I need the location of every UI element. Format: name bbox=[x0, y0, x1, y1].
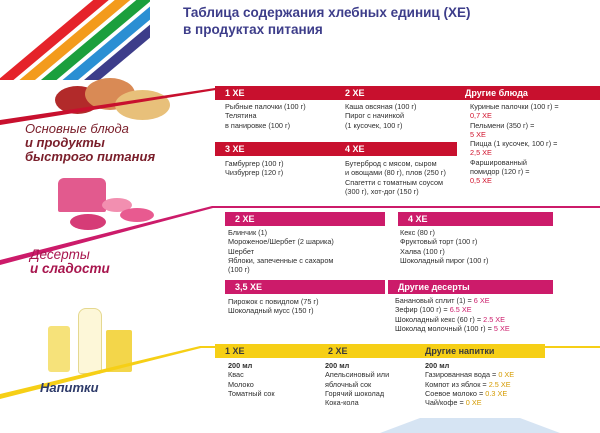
desserts-label-line1: Десерты bbox=[30, 247, 90, 262]
list-item: Кока-кола bbox=[325, 398, 359, 408]
desserts-tag-3-5xe: 3,5 ХЕ bbox=[225, 280, 385, 294]
desserts-list-2xe bbox=[228, 228, 334, 274]
list-item: Горячий шоколад bbox=[325, 388, 385, 398]
main-section-label bbox=[25, 122, 155, 164]
main-list-4xe bbox=[345, 159, 446, 196]
list-item: Пицца (1 кусочек, 100 г) = bbox=[470, 139, 558, 149]
drinks-tag-other: Другие напитки bbox=[415, 344, 545, 358]
desserts-tag-other: Другие десерты bbox=[388, 280, 553, 294]
list-item: Компот из яблок = 2.5 ХЕ bbox=[425, 379, 511, 389]
list-item: (300 г), хот-дог (150 г) bbox=[345, 186, 419, 196]
page-title bbox=[183, 4, 470, 38]
drinks-tag-2xe: 2 ХЕ bbox=[318, 344, 416, 358]
desserts-tag-4xe: 4 ХЕ bbox=[398, 212, 553, 226]
drinks-label: Напитки bbox=[40, 380, 99, 395]
list-item: Газированная вода = 0 ХЕ bbox=[425, 370, 515, 380]
title-line-2: в продуктах питания bbox=[183, 22, 323, 37]
desserts-tag-2xe: 2 ХЕ bbox=[225, 212, 385, 226]
decorative-stripes bbox=[0, 0, 150, 80]
list-item: 200 мл bbox=[228, 361, 253, 370]
main-tag-other: Другие блюда bbox=[455, 86, 600, 100]
list-item: 5 ХЕ bbox=[470, 129, 486, 139]
main-tag-4xe: 4 ХЕ bbox=[335, 142, 457, 156]
desserts-list-4xe bbox=[400, 228, 488, 265]
desserts-list-3-5xe bbox=[228, 297, 319, 316]
list-item: Халва (100 г) bbox=[400, 246, 445, 256]
list-item: 2,5 ХЕ bbox=[470, 148, 492, 158]
list-item: Фруктовый торт (100 г) bbox=[400, 237, 478, 247]
desserts-list-other bbox=[395, 296, 510, 333]
list-item: Зефир (100 г) = 6.5 ХЕ bbox=[395, 305, 472, 315]
list-item: Рыбные палочки (100 г) bbox=[225, 102, 306, 111]
list-item: в панировке (100 г) bbox=[225, 120, 291, 130]
list-item: 0,7 ХЕ bbox=[470, 111, 492, 121]
list-item: Пирожок с повидлом (75 г) bbox=[228, 297, 319, 306]
main-list-3xe bbox=[225, 159, 284, 178]
main-label-line3: быстрого питания bbox=[25, 149, 156, 164]
list-item: Мороженое/Шербет (2 шарика) bbox=[228, 237, 334, 247]
drinks-list-other bbox=[425, 361, 514, 407]
list-item: помидор (120 г) = bbox=[470, 167, 530, 177]
drinks-tag-1xe: 1 ХЕ bbox=[215, 344, 320, 358]
drinks-list-1xe bbox=[228, 361, 275, 398]
list-item: (100 г) bbox=[228, 265, 250, 275]
list-item: Гамбургер (100 г) bbox=[225, 159, 284, 168]
list-item: Томатный сок bbox=[228, 388, 275, 398]
list-item: Бутерброд с мясом, сыром bbox=[345, 159, 437, 168]
list-item: Чай/кофе = 0 ХЕ bbox=[425, 398, 482, 408]
list-item: Чизбургер (120 г) bbox=[225, 168, 284, 178]
main-label-line2: и продукты bbox=[25, 135, 105, 150]
list-item: Пирог с начинкой bbox=[345, 111, 405, 121]
desserts-section-label bbox=[30, 248, 110, 276]
main-list-other bbox=[470, 102, 559, 186]
list-item: Банановый сплит (1) = 6 ХЕ bbox=[395, 296, 490, 305]
main-label-line1: Основные блюда bbox=[25, 121, 129, 136]
main-tag-3xe: 3 ХЕ bbox=[215, 142, 337, 156]
list-item: 200 мл bbox=[425, 361, 450, 370]
list-item: Молоко bbox=[228, 379, 254, 389]
list-item: 200 мл bbox=[325, 361, 350, 370]
list-item: 0,5 ХЕ bbox=[470, 176, 492, 186]
main-list-2xe bbox=[345, 102, 417, 130]
main-tag-2xe: 2 ХЕ bbox=[335, 86, 457, 100]
list-item: Шоколадный кекс (60 г) = 2.5 ХЕ bbox=[395, 314, 506, 324]
list-item: яблочный сок bbox=[325, 379, 372, 389]
list-item: Яблоки, запеченные с сахаром bbox=[228, 255, 334, 265]
list-item: Спагетти с томатным соусом bbox=[345, 177, 444, 187]
list-item: Пельмени (350 г) = bbox=[470, 120, 535, 130]
list-item: Апельсиновый или bbox=[325, 370, 390, 380]
bottom-decoration bbox=[0, 418, 600, 433]
title-line-1: Таблица содержания хлебных единиц (ХЕ) bbox=[183, 5, 471, 20]
list-item: Соевое молоко = 0.3 ХЕ bbox=[425, 388, 508, 398]
main-tag-1xe: 1 ХЕ bbox=[215, 86, 337, 100]
list-item: (1 кусочек, 100 г) bbox=[345, 120, 403, 130]
list-item: Квас bbox=[228, 370, 244, 380]
list-item: Фаршированный bbox=[470, 157, 527, 167]
list-item: Шоколадный пирог (100 г) bbox=[400, 255, 489, 265]
desserts-label-line2: и сладости bbox=[30, 261, 110, 276]
list-item: и овощами (80 г), плов (250 г) bbox=[345, 168, 446, 178]
list-item: Шоколад молочный (100 г) = 5 ХЕ bbox=[395, 323, 510, 333]
list-item: Шоколадный мусс (150 г) bbox=[228, 306, 314, 316]
drinks-section-label bbox=[40, 381, 99, 395]
list-item: Каша овсяная (100 г) bbox=[345, 102, 417, 111]
list-item: Блинчик (1) bbox=[228, 228, 268, 237]
drinks-list-2xe bbox=[325, 361, 389, 407]
list-item: Шербет bbox=[228, 246, 255, 256]
list-item: Кекс (80 г) bbox=[400, 228, 435, 237]
list-item: Куриные палочки (100 г) = bbox=[470, 102, 559, 111]
main-list-1xe bbox=[225, 102, 306, 130]
list-item: Телятина bbox=[225, 111, 257, 121]
